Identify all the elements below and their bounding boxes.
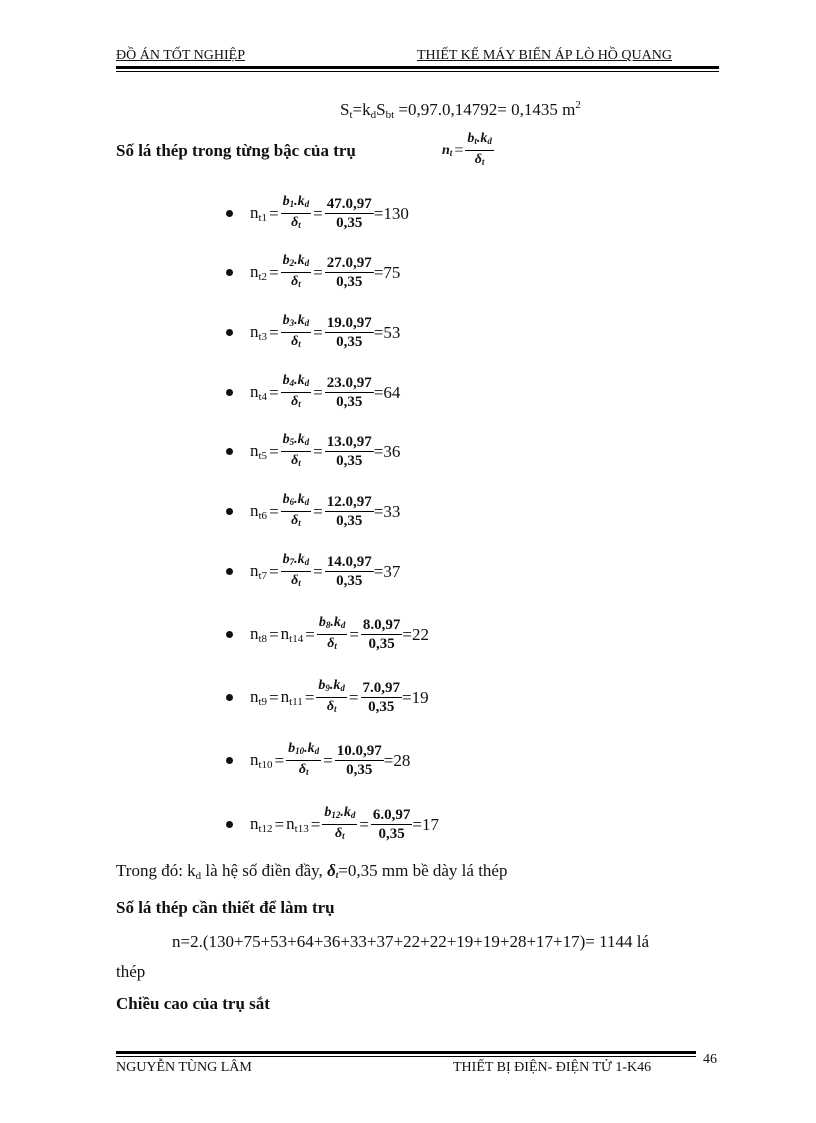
bullet-icon [226,329,233,336]
row-delta-sub: t [342,831,345,841]
formula-row [226,252,400,293]
header-rule-thin [116,71,719,72]
row-lhs-sub: t7 [258,570,268,582]
row-delta-sub: t [298,399,301,409]
row-lhs-sub: t14 [289,633,304,645]
row-numeric-fraction [371,807,413,843]
row-delta-sub: t [298,220,301,230]
row-symbolic-fraction [281,491,312,532]
row-k-sub: d [304,437,310,447]
row-numeric-fraction [325,434,374,470]
row-result: =53 [373,322,401,342]
bullet-icon [226,821,233,828]
row-numeric-denominator: 0,35 [336,572,363,589]
row-lhs-term: $n_{t10}$ [250,750,273,771]
formula-row [226,740,410,781]
row-delta-sub: t [298,339,301,349]
row-symbolic-denominator: $\delta_t$ [291,215,301,230]
row-result: =17 [412,814,439,834]
total-sheets-line-cont: thép [116,962,146,981]
row-k-sub: d [304,199,310,209]
row-numeric-denominator: 0,35 [346,761,373,778]
row-lhs-sub: t4 [258,391,268,403]
general-fraction: $\frac{b_t.k_d}{\delta_t}$ [467,131,492,167]
row-equals: = [310,814,321,834]
row-result: =75 [373,262,401,282]
row-symbolic-numerator: $b_7.k_d$ [282,552,310,567]
row-numeric-denominator: 0,35 [336,214,363,231]
row-equals: = [305,624,315,644]
row-lhs-term: $n_{t9}$ [250,687,268,708]
row-lhs-sub: t8 [258,633,268,645]
row-k-sub: d [314,746,320,756]
row-lhs-sub: t2 [258,271,268,283]
row-equals: = [269,687,279,707]
row-equals: = [323,750,333,770]
general-lhs: $n_t$ [442,142,453,158]
row-k-sub: d [304,497,310,507]
row-k-sub: d [304,318,310,328]
row-numeric-numerator: 13.0,97 [326,433,372,450]
st-s: S [340,100,350,119]
row-result: =36 [373,441,401,461]
row-numeric-fraction [325,315,374,351]
row-symbolic-denominator: $\delta_t$ [334,826,345,841]
row-equals: = [313,441,323,461]
row-numeric-numerator: 10.0,97 [336,742,382,759]
row-numeric-denominator: 0,35 [368,635,395,652]
row-symbolic-fraction [281,312,312,353]
footer-author: NGUYỄN TÙNG LÂM [116,1060,252,1075]
row-lhs-term: $n_{t3}$ [250,322,268,343]
row-equals: = [269,262,279,282]
row-numeric-denominator: 0,35 [336,512,363,529]
row-lhs-term: $n_{t1}$ [250,203,268,224]
row-symbolic-numerator: $b_{12}.k_d$ [324,805,356,820]
general-formula [442,130,494,171]
row-symbolic-fraction [317,614,348,655]
row-lhs-sub: t12 [258,823,273,835]
row-b-sub: 10 [295,746,305,756]
row-numeric-numerator: 12.0,97 [326,493,372,510]
row-numeric-denominator: 0,35 [378,825,405,842]
row-equals: = [313,382,323,402]
row-numeric-fraction [335,743,384,779]
row-delta-sub: t [305,767,309,777]
row-b-sub: 4 [289,378,295,388]
row-delta-sub: t [298,518,301,528]
formula-row [226,193,409,234]
row-result: =28 [383,750,411,770]
row-symbolic-numerator: $b_9.k_d$ [318,678,345,693]
row-lhs-term: $n_{t13}$ [286,814,309,835]
formula-row [226,551,400,592]
row-symbolic-fraction [281,431,312,472]
row-numeric-numerator: 23.0,97 [326,374,372,391]
row-lhs-sub: t10 [258,759,273,771]
row-lhs-term: $n_{t5}$ [250,441,268,462]
row-equals: = [304,687,315,707]
row-result: =37 [373,561,401,581]
row-b-sub: 12 [331,810,341,820]
row-equals: = [269,501,279,521]
row-equals: = [274,750,285,770]
row-equals: = [269,322,279,342]
row-symbolic-fraction [281,252,312,293]
row-numeric-numerator: 14.0,97 [326,553,372,570]
row-symbolic-denominator: $\delta_t$ [291,453,301,468]
st-sub-d: d [370,109,377,121]
row-k-sub: d [340,683,345,693]
row-equals: = [313,322,323,342]
bullet-icon [226,694,233,701]
row-equals: = [269,624,279,644]
st-s2: S [376,100,386,119]
row-symbolic-denominator: $\delta_t$ [327,636,337,651]
row-delta-sub: t [333,704,337,714]
row-lhs-term: $n_{t4}$ [250,382,268,403]
row-b-sub: 9 [325,683,330,693]
row-symbolic-numerator: $b_1.k_d$ [282,194,310,209]
bullet-icon [226,631,233,638]
row-lhs-sub: t3 [258,331,268,343]
row-symbolic-denominator: $\delta_t$ [298,762,309,777]
row-lhs-sub: t13 [294,823,309,835]
row-symbolic-denominator: $\delta_t$ [291,334,301,349]
row-numeric-fraction [325,196,374,232]
row-symbolic-denominator: $\delta_t$ [291,573,301,588]
row-equals: = [313,203,323,223]
row-numeric-numerator: 19.0,97 [326,314,372,331]
formula-row [226,614,429,655]
row-k-sub: d [304,258,310,268]
row-symbolic-numerator: $b_{10}.k_d$ [288,741,320,756]
header-left-title: ĐỒ ÁN TỐT NGHIỆP [116,48,245,63]
row-numeric-numerator: 47.0,97 [326,195,372,212]
row-result: =19 [402,687,429,707]
row-numeric-fraction [325,494,374,530]
row-lhs-sub: t6 [258,510,268,522]
row-lhs-term: $n_{t2}$ [250,262,268,283]
heading-so-la-thep-bac: Số lá thép trong từng bậc của trụ [116,141,356,160]
row-numeric-fraction [325,554,374,590]
formula-row [226,431,400,472]
row-equals: = [359,814,369,834]
row-equals: = [349,624,359,644]
row-numeric-numerator: 6.0,97 [372,806,411,823]
row-symbolic-numerator: $b_6.k_d$ [282,492,310,507]
row-b-sub: 1 [289,199,295,209]
row-equals: = [269,382,279,402]
row-equals: = [269,561,279,581]
row-lhs-sub: t1 [258,212,268,224]
row-numeric-numerator: 7.0,97 [362,679,400,696]
row-numeric-denominator: 0,35 [336,393,363,410]
row-lhs-term: $n_{t11}$ [280,687,303,708]
row-lhs-term: $n_{t7}$ [250,561,268,582]
row-result: =64 [373,382,401,402]
row-symbolic-fraction [286,740,321,781]
row-symbolic-fraction [281,193,312,234]
row-k-sub: d [304,557,310,567]
row-numeric-denominator: 0,35 [368,698,395,715]
bullet-icon [226,757,233,764]
row-symbolic-denominator: $\delta_t$ [326,699,337,714]
row-numeric-fraction [325,375,374,411]
row-b-sub: 3 [289,318,295,328]
row-numeric-fraction [325,255,374,291]
st-rest: =0,97.0,14792= 0,1435 m [394,100,576,119]
formula-row [226,372,400,413]
row-numeric-denominator: 0,35 [336,452,363,469]
st-sub-bt: bt [385,109,395,121]
row-numeric-denominator: 0,35 [336,333,363,350]
row-symbolic-fraction [316,677,347,718]
heading-chieu-cao-tru: Chiều cao của trụ sắt [116,994,270,1013]
row-b-sub: 8 [325,620,331,630]
bullet-icon [226,508,233,515]
bullet-icon [226,448,233,455]
row-equals: = [313,561,323,581]
row-lhs-sub: t5 [258,450,268,462]
bullet-icon [226,568,233,575]
row-result: =130 [373,203,409,223]
row-equals: = [313,501,323,521]
row-symbolic-numerator: $b_4.k_d$ [282,373,310,388]
row-symbolic-fraction [322,804,357,845]
row-b-sub: 5 [289,437,295,447]
bullet-icon [226,389,233,396]
row-symbolic-denominator: $\delta_t$ [291,394,301,409]
bullet-icon [226,269,233,276]
row-symbolic-denominator: $\delta_t$ [291,513,301,528]
total-sheets-line: n=2.(130+75+53+64+36+33+37+22+22+19+19+28+17+17)= 1144 lá [172,932,650,951]
row-numeric-numerator: 27.0,97 [326,254,372,271]
bullet-icon [226,210,233,217]
header-rule [116,66,719,69]
row-symbolic-numerator: $b_2.k_d$ [282,253,310,268]
row-numeric-denominator: 0,35 [336,273,363,290]
row-equals: = [274,814,285,834]
footer-rule [116,1051,696,1054]
footer-department: THIẾT BỊ ĐIỆN- ĐIỆN TỬ 1-K46 [453,1060,652,1075]
header-right-title: THIẾT KẾ MÁY BIẾN ÁP LÒ HỒ QUANG [417,48,672,63]
row-b-sub: 2 [289,258,295,268]
row-symbolic-fraction [281,551,312,592]
row-numeric-fraction [361,617,403,653]
row-symbolic-numerator: $b_8.k_d$ [318,615,346,630]
row-lhs-term: $n_{t14}$ [280,624,304,645]
trong-do-line: Trong đó: $k_d$ là hệ số điền đầy, $\delta_t=0,35$ mm bề dày lá thép [116,861,508,882]
row-equals: = [348,687,359,707]
row-result: =33 [373,501,401,521]
formula-row [226,312,400,353]
row-k-sub: d [350,810,356,820]
st-exponent: 2 [575,99,581,111]
row-numeric-numerator: 8.0,97 [362,616,401,633]
row-delta-sub: t [298,578,301,588]
row-numeric-fraction [361,680,403,716]
row-k-sub: d [340,620,346,630]
row-result: =22 [402,624,429,644]
row-equals: = [313,262,323,282]
page-number: 46 [703,1052,717,1067]
row-lhs-term: $n_{t12}$ [250,814,273,835]
row-lhs-term: $n_{t6}$ [250,501,268,522]
st-mid: =k [352,100,371,119]
row-delta-sub: t [334,641,337,651]
row-delta-sub: t [298,279,301,289]
row-lhs-term: $n_{t8}$ [250,624,268,645]
row-k-sub: d [304,378,310,388]
row-symbolic-fraction [281,372,312,413]
heading-so-la-thep-can-thiet: Số lá thép cần thiết để làm trụ [116,898,335,917]
formula-row [226,804,439,845]
row-equals: = [269,203,279,223]
st-sub-t: t [349,109,353,121]
general-eq: = [454,141,464,159]
row-symbolic-numerator: $b_3.k_d$ [282,313,310,328]
row-equals: = [269,441,279,461]
row-delta-sub: t [298,458,301,468]
row-symbolic-denominator: $\delta_t$ [291,274,301,289]
row-lhs-sub: t9 [258,696,268,708]
row-b-sub: 7 [289,557,295,567]
footer-rule-thin [116,1056,696,1057]
formula-row [226,677,429,718]
row-b-sub: 6 [289,497,295,507]
row-symbolic-numerator: $b_5.k_d$ [282,432,310,447]
row-lhs-sub: t11 [289,696,303,708]
st-formula [340,99,581,121]
formula-row [226,491,400,532]
